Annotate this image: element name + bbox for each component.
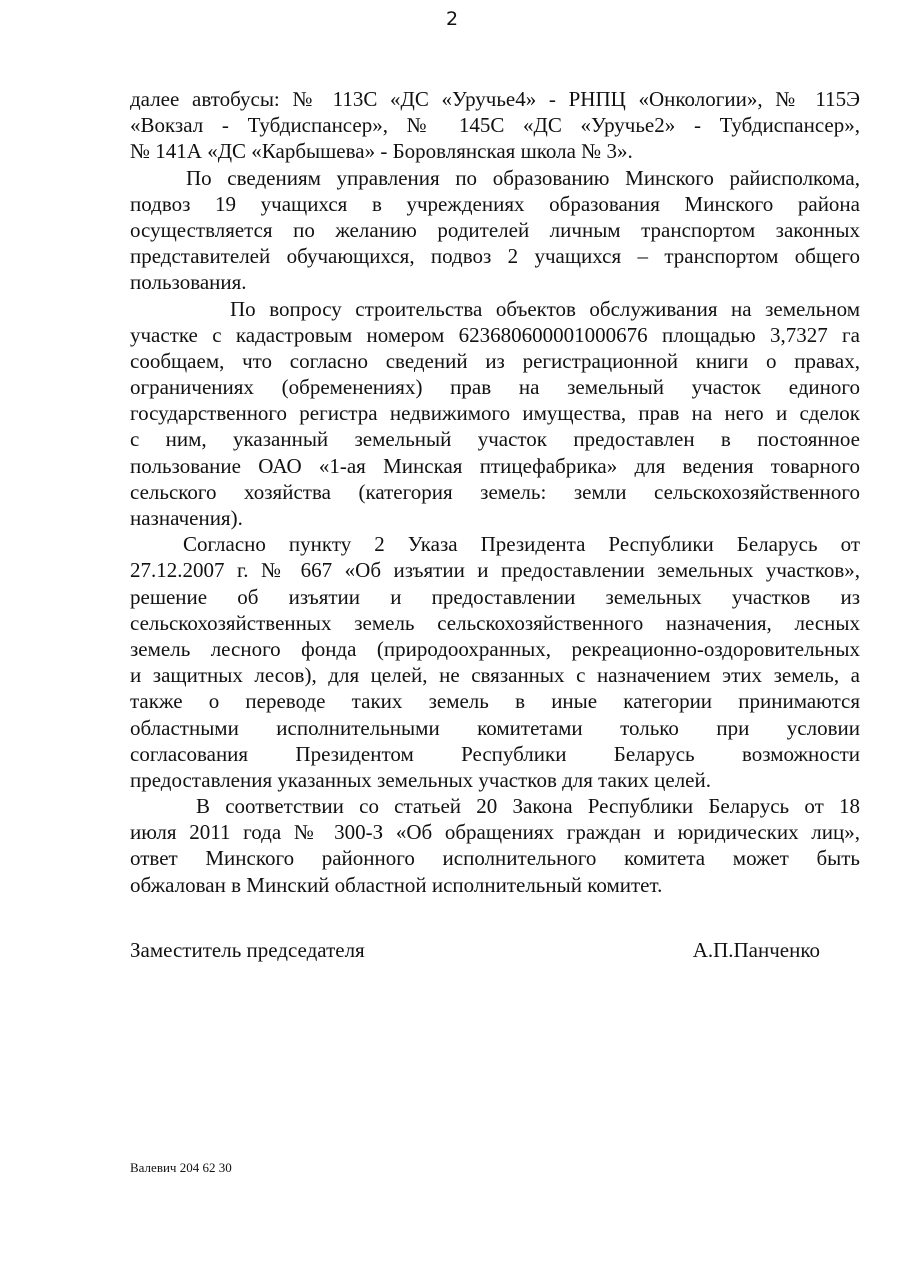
paragraph [130,531,860,793]
text-line: подвоз 19 учащихся в учреждениях образования Минского района [130,191,860,216]
text-line: государственного регистра недвижимого имущества, прав на него и сделок [130,401,860,426]
signature-block [130,938,820,963]
paragraph [130,165,860,296]
executor-contact: Валевич 204 62 30 [130,1160,232,1175]
text-line: предоставления указанных земельных участков для таких целей. [130,767,711,792]
text-line: «Вокзал - Тубдиспансер», № 145С «ДС «Уручье2» - Тубдиспансер», [130,113,860,138]
text-line: пользование ОАО «1-ая Минская птицефабрика» для ведения товарного [130,453,860,478]
text-line: земель лесного фонда (природоохранных, рекреационно-оздоровительных [130,636,860,661]
paragraph [130,86,860,165]
text-line: сельскохозяйственных земель сельскохозяйственного назначения, лесных [130,610,860,635]
text-line: с ним, указанный земельный участок предоставлен в постоянное [130,427,860,452]
document-body [130,86,860,898]
text-line: По сведениям управления по образованию Минского райисполкома, [186,165,860,190]
text-line: решение об изъятии и предоставлении земельных участков из [130,584,860,609]
text-line: согласования Президентом Республики Беларусь возможности [130,741,860,766]
text-line: представителей обучающихся, подвоз 2 учащихся – транспортом общего [130,244,860,269]
text-line: назначения). [130,506,243,530]
text-line: По вопросу строительства объектов обслуживания на земельном [230,296,860,321]
paragraph [130,793,860,898]
text-line: сообщаем, что согласно сведений из регистрационной книги о правах, [130,348,860,373]
paragraph [130,296,860,532]
text-line: и защитных лесов), для целей, не связанных с назначением этих земель, а [130,663,860,688]
signatory-name: А.П.Панченко [692,938,820,962]
text-line: далее автобусы: № 113С «ДС «Уручье4» - РНПЦ «Онкологии», № 115Э [130,87,860,111]
text-line: Согласно пункту 2 Указа Президента Республики Беларусь от [183,532,860,557]
text-line: также о переводе таких земель в иные категории принимаются [130,689,860,714]
text-line: В соответствии со статьей 20 Закона Республики Беларусь от 18 [196,794,860,819]
page-number: 2 [445,8,459,30]
text-line: ограничениях (обременениях) прав на земельный участок единого [130,375,860,400]
text-line: 27.12.2007 г. № 667 «Об изъятии и предоставлении земельных участков», [130,558,860,583]
text-line: № 141А «ДС «Карбышева» - Боровлянская школа № 3». [130,139,633,164]
text-line: пользования. [130,270,247,295]
text-line: участке с кадастровым номером 623680600001000676 площадью 3,7327 га [130,322,860,347]
text-line: областными исполнительными комитетами только при условии [130,715,860,740]
text-line: обжалован в Минский областной исполнительный комитет. [130,872,663,897]
text-line: июля 2011 года № 300-З «Об обращениях граждан и юридических лиц», [130,820,860,845]
signatory-position: Заместитель председателя [130,938,365,962]
text-line: ответ Минского районного исполнительного комитета может быть [130,846,860,871]
text-line: сельского хозяйства (категория земель: земли сельскохозяйственного [130,479,860,504]
text-line: осуществляется по желанию родителей личным транспортом законных [130,217,860,242]
